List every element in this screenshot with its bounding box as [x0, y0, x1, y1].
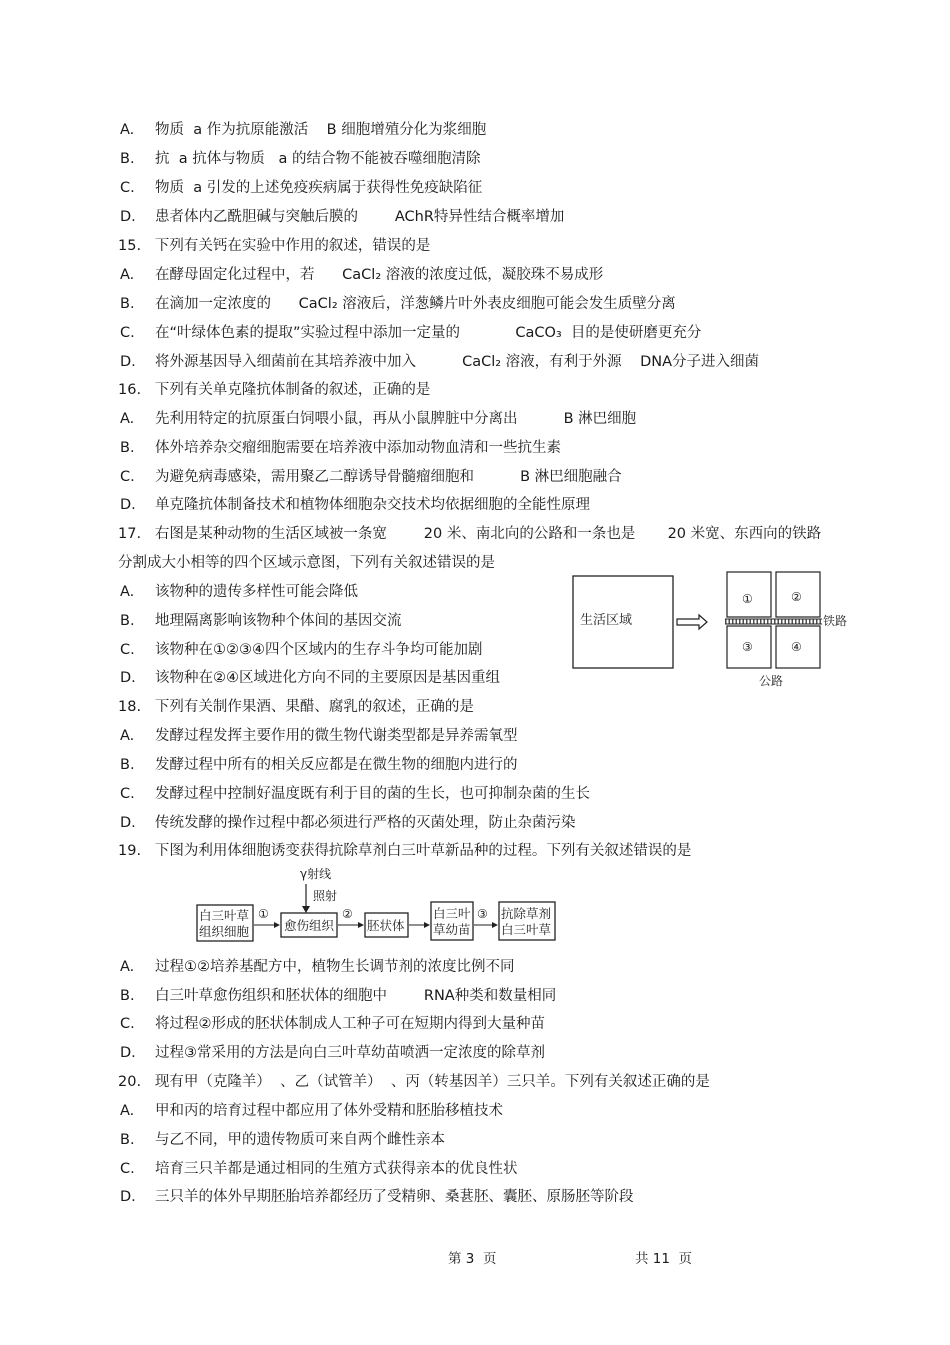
right-arrow-icon	[677, 615, 707, 629]
step-label: ①	[258, 907, 269, 921]
road-label: 公路	[759, 674, 784, 688]
option-text: 在“叶绿体色素的提取”实验过程中添加一定量的 CaCO₃ 目的是使研磨更充分	[155, 325, 702, 341]
region-label: ①	[742, 592, 753, 606]
flow-box-label: 白三叶草	[199, 908, 250, 923]
flow-box-label: 白三叶	[433, 906, 471, 921]
right-arrow-icon	[424, 922, 430, 928]
option-text: 将过程②形成的胚状体制成人工种子可在短期内得到大量种苗	[155, 1016, 545, 1032]
right-arrow-icon	[274, 922, 280, 928]
option-letter: D.	[120, 815, 136, 831]
option-text: 先利用特定的抗原蛋白饲喂小鼠，再从小鼠脾脏中分离出 B 淋巴细胞	[155, 411, 637, 427]
option-letter: A.	[120, 411, 135, 427]
question-stem: 20. 现有甲（克隆羊） 、乙（试管羊） 、丙（转基因羊）三只羊。下列有关叙述正确的是	[118, 1074, 710, 1090]
option-letter: B.	[120, 988, 135, 1004]
flow-box-label: 胚状体	[367, 918, 405, 933]
question-stem: 16. 下列有关单克隆抗体制备的叙述，正确的是	[118, 382, 431, 398]
down-arrow-icon	[302, 906, 310, 913]
question-stem: 17. 右图是某种动物的生活区域被一条宽 20 米、南北向的公路和一条也是 20 米宽、东西向的铁路	[118, 526, 822, 542]
option-letter: A.	[120, 728, 135, 744]
flow-box-label: 白三叶草	[501, 922, 552, 937]
option-text: 与乙不同，甲的遗传物质可来自两个雌性亲本	[155, 1132, 445, 1148]
option-text: 患者体内乙酰胆碱与突触后膜的 AChR特异性结合概率增加	[155, 209, 565, 225]
option-text: 过程①②培养基配方中，植物生长调节剂的浓度比例不同	[155, 959, 515, 975]
step-label: ③	[477, 907, 488, 921]
right-arrow-icon	[358, 922, 364, 928]
option-letter: A.	[120, 267, 135, 283]
option-letter: C.	[120, 469, 135, 485]
habitat-division-figure	[565, 568, 855, 690]
option-text: 过程③常采用的方法是向白三叶草幼苗喷洒一定浓度的除草剂	[155, 1045, 545, 1061]
option-text: 发酵过程中控制好温度既有利于目的菌的生长，也可抑制杂菌的生长	[155, 786, 590, 802]
option-letter: A.	[120, 122, 135, 138]
option-letter: B.	[120, 1132, 135, 1148]
right-arrow-icon	[492, 922, 498, 928]
option-letter: C.	[120, 1016, 135, 1032]
page-number: 第 3 页	[448, 1251, 497, 1267]
region-label: ③	[742, 640, 753, 654]
option-letter: B.	[120, 440, 135, 456]
habitat-area-label: 生活区域	[580, 613, 633, 628]
option-text: 三只羊的体外早期胚胎培养都经历了受精卵、桑葚胚、囊胚、原肠胚等阶段	[155, 1189, 634, 1205]
option-letter: B.	[120, 296, 135, 312]
option-text: 单克隆抗体制备技术和植物体细胞杂交技术均依据细胞的全能性原理	[155, 497, 590, 513]
option-letter: D.	[120, 1045, 136, 1061]
option-text: 该物种的遗传多样性可能会降低	[155, 584, 358, 600]
option-letter: D.	[120, 497, 136, 513]
option-text: 白三叶草愈伤组织和胚状体的细胞中 RNA种类和数量相同	[155, 988, 557, 1004]
option-text: 地理隔离影响该物种个体间的基因交流	[155, 613, 402, 629]
option-text: 抗 a 抗体与物质 a 的结合物不能被吞噬细胞清除	[155, 151, 481, 167]
flow-box-label: 组织细胞	[199, 924, 250, 939]
option-letter: D.	[120, 670, 136, 686]
question-stem: 15. 下列有关钙在实验中作用的叙述，错误的是	[118, 238, 431, 254]
option-letter: C.	[120, 786, 135, 802]
question-stem-cont: 分割成大小相等的四个区域示意图，下列有关叙述错误的是	[118, 555, 495, 571]
option-text: 培育三只羊都是通过相同的生殖方式获得亲本的优良性状	[155, 1161, 518, 1177]
option-letter: D.	[120, 354, 136, 370]
option-text: 在滴加一定浓度的 CaCl₂ 溶液后，洋葱鳞片叶外表皮细胞可能会发生质壁分离	[155, 296, 676, 312]
option-letter: C.	[120, 180, 135, 196]
flow-box-label: 草幼苗	[433, 922, 471, 937]
breeding-flowchart	[190, 862, 560, 946]
option-text: 在酵母固定化过程中，若 CaCl₂ 溶液的浓度过低，凝胶珠不易成形	[155, 267, 604, 283]
option-text: 体外培养杂交瘤细胞需要在培养液中添加动物血清和一些抗生素	[155, 440, 561, 456]
option-letter: B.	[120, 757, 135, 773]
option-text: 甲和丙的培育过程中都应用了体外受精和胚胎移植技术	[155, 1103, 503, 1119]
railway-track	[725, 619, 822, 624]
region-label: ④	[791, 640, 802, 654]
option-text: 发酵过程发挥主要作用的微生物代谢类型都是异养需氧型	[155, 728, 518, 744]
option-text: 为避免病毒感染，需用聚乙二醇诱导骨髓瘤细胞和 B 淋巴细胞融合	[155, 469, 622, 485]
step-label: ②	[342, 907, 353, 921]
railway-label: 铁路	[823, 614, 848, 628]
option-text: 传统发酵的操作过程中都必须进行严格的灭菌处理，防止杂菌污染	[155, 815, 576, 831]
option-text: 发酵过程中所有的相关反应都是在微生物的细胞内进行的	[155, 757, 518, 773]
question-stem: 19. 下图为利用体细胞诱变获得抗除草剂白三叶草新品种的过程。下列有关叙述错误的是	[118, 843, 692, 859]
option-letter: B.	[120, 151, 135, 167]
option-letter: A.	[120, 959, 135, 975]
option-letter: A.	[120, 584, 135, 600]
question-stem: 18. 下列有关制作果酒、果醋、腐乳的叙述，正确的是	[118, 699, 474, 715]
option-letter: B.	[120, 613, 135, 629]
option-text: 该物种在①②③④四个区域内的生存斗争均可能加剧	[155, 642, 483, 658]
flow-box-label: 愈伤组织	[284, 918, 335, 933]
region-label: ②	[791, 590, 802, 604]
option-letter: D.	[120, 1189, 136, 1205]
option-letter: C.	[120, 642, 135, 658]
option-letter: C.	[120, 325, 135, 341]
option-letter: C.	[120, 1161, 135, 1177]
option-letter: D.	[120, 209, 136, 225]
page-total: 共 11 页	[635, 1251, 693, 1267]
option-text: 将外源基因导入细菌前在其培养液中加入 CaCl₂ 溶液，有利于外源 DNA分子进入细菌	[155, 354, 760, 370]
option-letter: A.	[120, 1103, 135, 1119]
option-text: 该物种在②④区域进化方向不同的主要原因是基因重组	[155, 670, 500, 686]
flow-box-label: 抗除草剂	[501, 906, 552, 921]
option-text: 物质 a 作为抗原能激活 B 细胞增殖分化为浆细胞	[155, 122, 487, 138]
option-text: 物质 a 引发的上述免疫疾病属于获得性免疫缺陷征	[155, 180, 483, 196]
irradiate-label: 照射	[313, 889, 338, 903]
gamma-ray-label: γ射线	[300, 867, 332, 881]
